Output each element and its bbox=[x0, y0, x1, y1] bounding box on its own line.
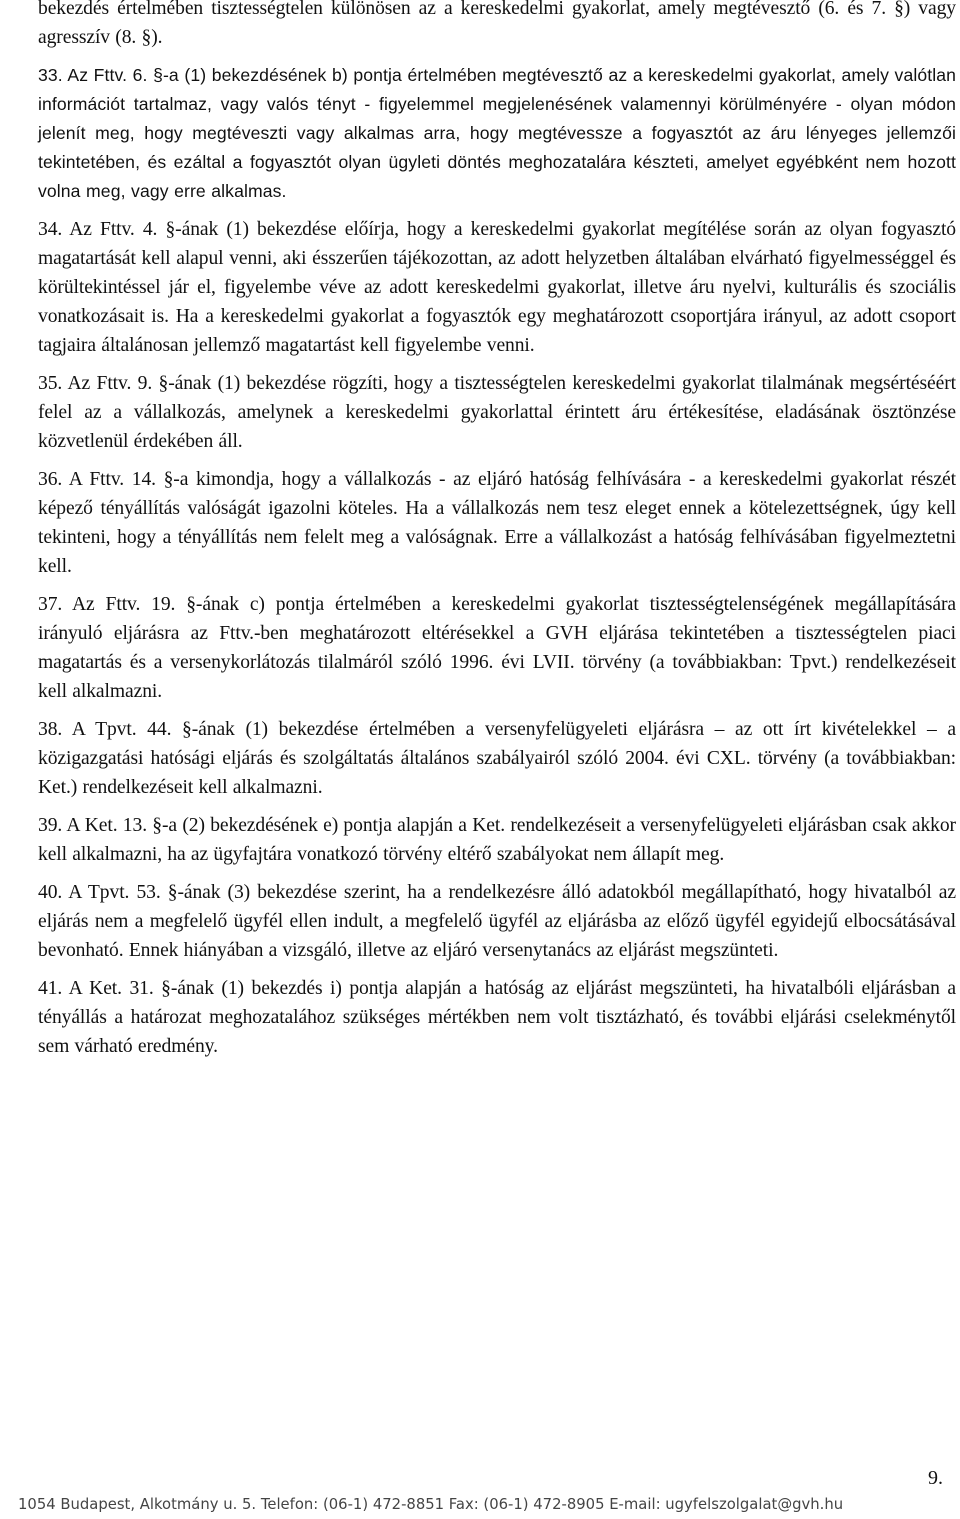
paragraph-36: 36. A Fttv. 14. §-a kimondja, hogy a vállalkozás - az eljáró hatóság felhívására - a kereskedelmi gyakorlat részét képező tényállítás valóságát igazolni köteles. Ha a vállalkozás nem tesz eleget ennek a kötelezettségnek, úgy kell tekinteni, hogy a tényállítás nem felelt meg a valóságnak. Erre a vállalkozást a hatóság felhívásában figyelmeztetni kell. bbox=[38, 469, 956, 577]
paragraph-33: 33. Az Fttv. 6. §-a (1) bekezdésének b) pontja értelmében megtévesztő az a kereskedelmi gyakorlat, amely valótlan információt tartalmaz, vagy valós tényt - figyelemmel megjelenésének valamennyi körülményére - olyan módon jelenít meg, hogy megtéveszti vagy alkalmas arra, hogy megtévessze a fogyasztót az áru lényeges jellemzői tekintetében, és ezáltal a fogyasztót olyan ügyleti döntés meghozatalára készteti, amelyet egyébként nem hozott volna meg, vagy erre alkalmas. bbox=[38, 65, 956, 201]
paragraph-34: 34. Az Fttv. 4. §-ának (1) bekezdése előírja, hogy a kereskedelmi gyakorlat megítélése során az olyan fogyasztó magatartását kell alapul venni, aki ésszerűen tájékozottan, az adott helyzetben általában elvárható figyelmességgel és körültekintéssel jár el, figyelembe véve az adott kereskedelmi gyakorlat, illetve áru nyelvi, kulturális és szociális vonatkozásait is. Ha a kereskedelmi gyakorlat a fogyasztók egy meghatározott csoportjára irányul, az adott csoport tagjaira általánosan jellemző magatartást kell figyelembe venni. bbox=[38, 219, 956, 356]
paragraph-37: 37. Az Fttv. 19. §-ának c) pontja értelmében a kereskedelmi gyakorlat tisztességtelenségének megállapítására irányuló eljárásra az Fttv.-ben meghatározott eltérésekkel a GVH eljárása tekintetében a tisztességtelen piaci magatartás és a versenykorlátozás tilalmáról szóló 1996. évi LVII. törvény (a továbbiakban: Tpvt.) rendelkezéseit kell alkalmazni. bbox=[38, 594, 956, 702]
paragraph-39: 39. A Ket. 13. §-a (2) bekezdésének e) pontja alapján a Ket. rendelkezéseit a versenyfelügyeleti eljárásban csak akkor kell alkalmazni, ha az ügyfajtára vonatkozó törvény eltérő szabályokat nem állapít meg. bbox=[38, 815, 956, 865]
paragraph-41: 41. A Ket. 31. §-ának (1) bekezdés i) pontja alapján a hatóság az eljárást megszünteti, ha hivatalbóli eljárásban a tényállás a határozat meghozatalához szükséges mértékben nem volt tisztázható, és további eljárási cselekménytől sem várható eredmény. bbox=[38, 978, 956, 1057]
paragraph-38: 38. A Tpvt. 44. §-ának (1) bekezdése értelmében a versenyfelügyeleti eljárásra – az ott írt kivételekkel – a közigazgatási hatósági eljárás és szolgáltatás általános szabályairól szóló 2004. évi CXL. törvény (a továbbiakban: Ket.) rendelkezéseit kell alkalmazni. bbox=[38, 719, 956, 798]
footer-address: 1054 Budapest, Alkotmány u. 5. Telefon: (06-1) 472-8851 Fax: (06-1) 472-8905 E-mail: ugyfelszolgalat@gvh.hu bbox=[18, 1496, 844, 1513]
document-body bbox=[38, 0, 956, 1070]
page-number: 9. bbox=[928, 1467, 943, 1489]
paragraph-40: 40. A Tpvt. 53. §-ának (3) bekezdése szerint, ha a rendelkezésre álló adatokból megállapítható, hogy hivatalból az eljárás nem a megfelelő ügyfél ellen indult, a megfelelő ügyfél az eljárásba az előző ügyfél egyidejű elbocsátásával bevonható. Ennek hiányában a vizsgáló, illetve az eljáró versenytanács az eljárást megszünteti. bbox=[38, 882, 956, 961]
paragraph-continuation: bekezdés értelmében tisztességtelen különösen az a kereskedelmi gyakorlat, amely megtévesztő (6. és 7. §) vagy agresszív (8. §). bbox=[38, 0, 956, 48]
paragraph-35: 35. Az Fttv. 9. §-ának (1) bekezdése rögzíti, hogy a tisztességtelen kereskedelmi gyakorlat tilalmának megsértéséért felel az a vállalkozás, amelynek a kereskedelmi gyakorlattal érintett áru értékesítése, eladásának ösztönzése közvetlenül érdekében áll. bbox=[38, 373, 956, 452]
